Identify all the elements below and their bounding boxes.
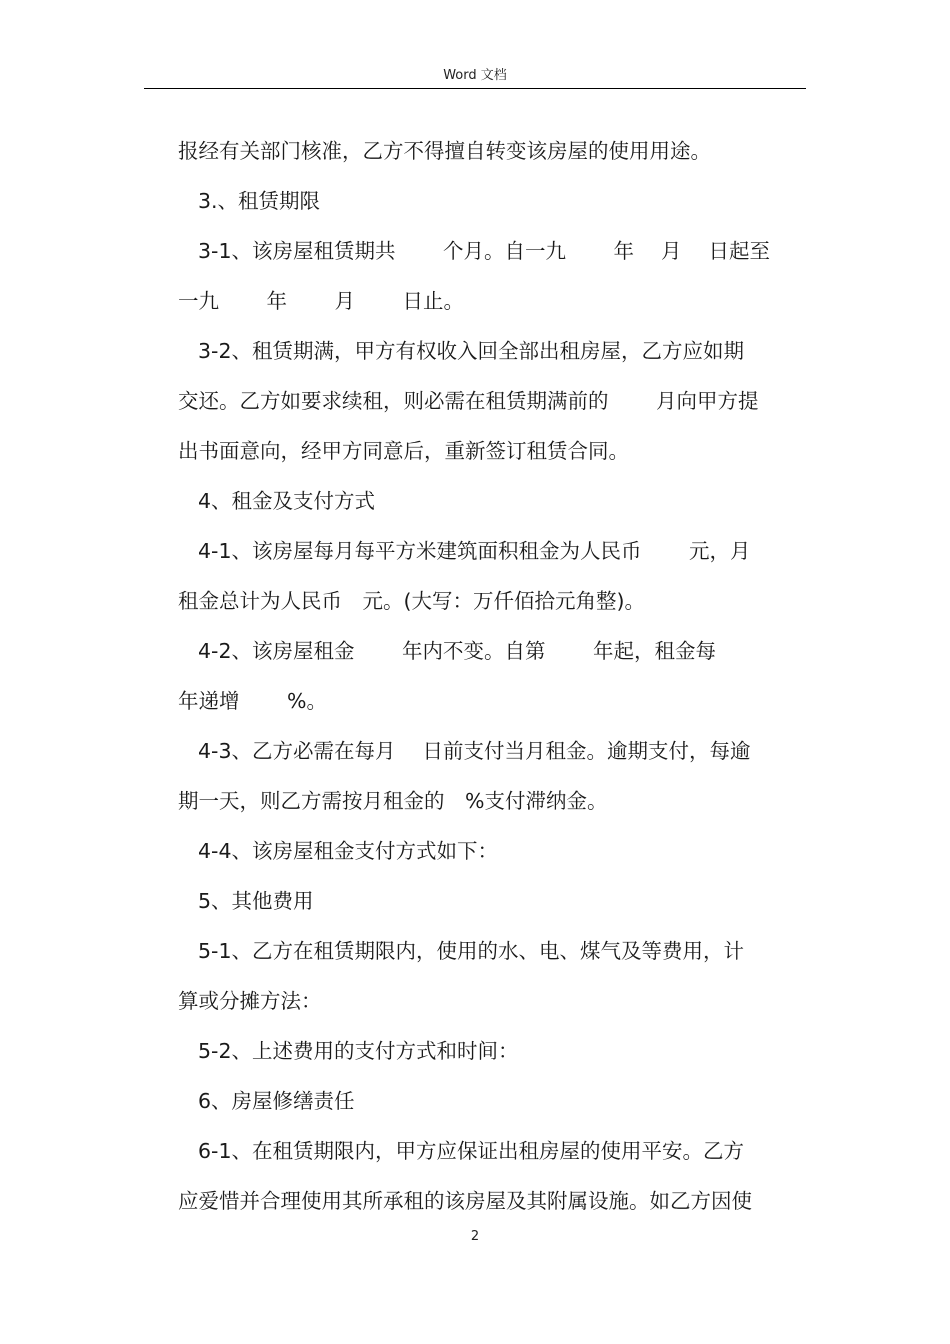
- paragraph-line: 期一天，则乙方需按月租金的 %支付滞纳金。: [178, 789, 608, 813]
- page-number: 2: [470, 1229, 480, 1244]
- section-heading: 5、其他费用: [198, 889, 314, 913]
- section-heading: 3.、租赁期限: [198, 189, 321, 213]
- paragraph-line: 出书面意向，经甲方同意后，重新签订租赁合同。: [178, 439, 629, 463]
- paragraph-line: 交还。乙方如要求续租，则必需在租赁期满前的 月向甲方提: [178, 389, 759, 413]
- clause-line: 3-2、租赁期满，甲方有权收入回全部出租房屋，乙方应如期: [198, 339, 744, 363]
- clause-line: 4-2、该房屋租金 年内不变。自第 年起，租金每: [198, 639, 717, 663]
- section-heading: 4、租金及支付方式: [198, 489, 376, 513]
- paragraph-line: 应爱惜并合理使用其所承租的该房屋及其附属设施。如乙方因使: [178, 1189, 752, 1213]
- paragraph-line: 算或分摊方法：: [178, 989, 322, 1013]
- paragraph-line: 一九 年 月 日止。: [178, 289, 465, 313]
- clause-line: 6-1、在租赁期限内，甲方应保证出租房屋的使用平安。乙方: [198, 1139, 744, 1163]
- clause-line: 5-1、乙方在租赁期限内，使用的水、电、煤气及等费用，计: [198, 939, 744, 963]
- paragraph-line: 报经有关部门核准，乙方不得擅自转变该房屋的使用用途。: [178, 139, 711, 163]
- paragraph-line: 年递增 %。: [178, 689, 327, 713]
- clause-line: 4-4、该房屋租金支付方式如下：: [198, 839, 498, 863]
- clause-line: 5-2、上述费用的支付方式和时间：: [198, 1039, 519, 1063]
- page-header: Word 文档: [144, 64, 806, 89]
- clause-line: 3-1、该房屋租赁期共 个月。自一九 年 月 日起至: [198, 239, 771, 263]
- section-heading: 6、房屋修缮责任: [198, 1089, 355, 1113]
- paragraph-line: 租金总计为人民币 元。(大写：万仟佰拾元角整)。: [178, 589, 645, 613]
- clause-line: 4-1、该房屋每月每平方米建筑面积租金为人民币 元，月: [198, 539, 751, 563]
- document-body: [178, 126, 818, 1226]
- clause-line: 4-3、乙方必需在每月 日前支付当月租金。逾期支付，每逾: [198, 739, 751, 763]
